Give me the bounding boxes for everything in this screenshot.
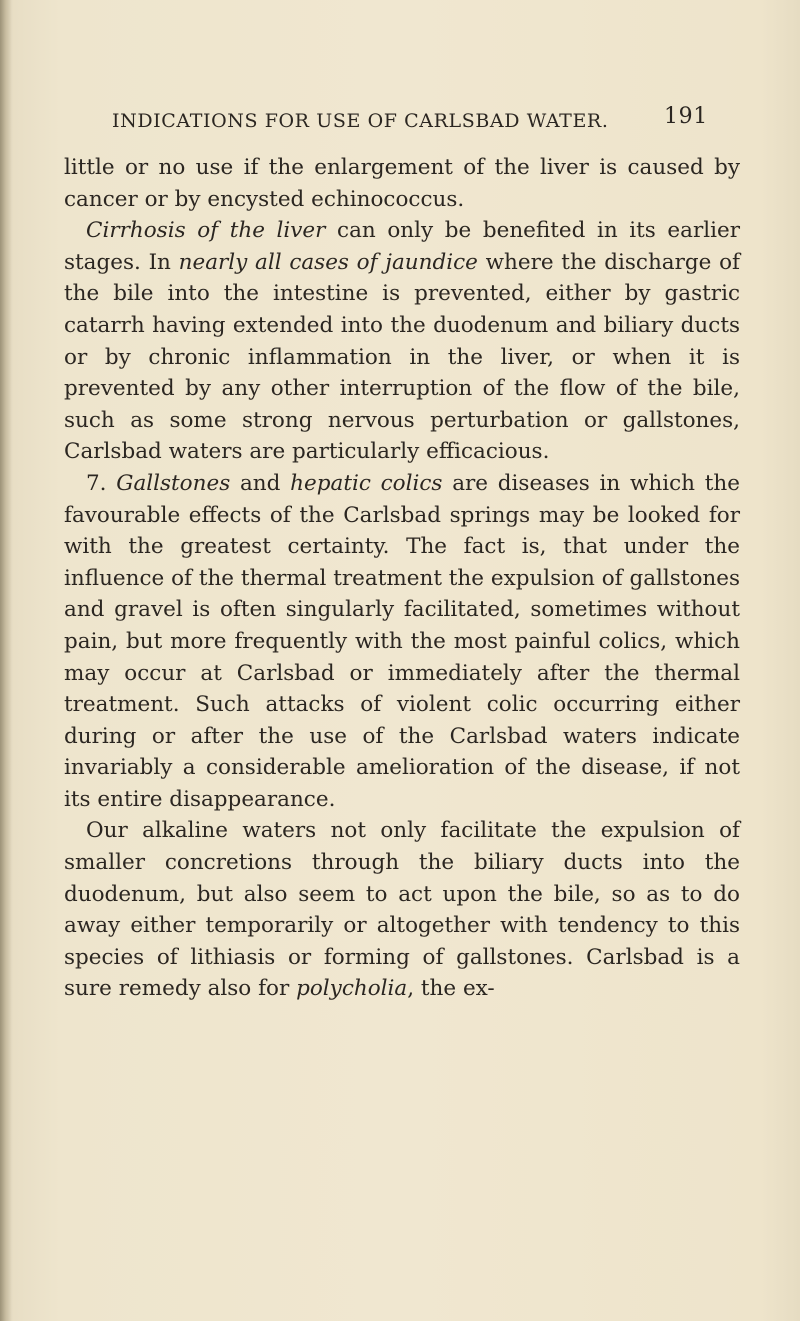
text-segment: are diseases in which the favourable effects of the Carlsbad springs may be looked for with the greatest certainty. The fact is, that under the influence of the thermal treatment the expulsion of gallstones and gravel is often singularly facilitated, sometimes without pain, but more frequently with the most painful colics, which may occur at Carlsbad or immediately after the thermal treatment. Such attacks of violent colic occurring either during or after the use of the Carlsbad waters indicate invariably a considerable amelioration of the disease, if not its entire disappearance.	[64, 470, 741, 812]
section-number: 7.	[86, 470, 117, 496]
running-head: INDICATIONS FOR USE OF CARLSBAD WATER.	[112, 110, 609, 132]
text-segment: , the ex-	[407, 976, 495, 1002]
text-segment: little or no use if the enlargement of the liver is caused by cancer or by encysted echinococcus.	[64, 155, 740, 212]
paragraph-cirrhosis	[64, 215, 740, 468]
text-segment: and	[230, 470, 291, 496]
italic-term-gallstones: Gallstones	[116, 470, 231, 496]
text-segment: Our alkaline waters not only facilitate the expulsion of smaller concretions through the biliary ducts into the duodenum, but also seem to act upon the bile, so as to do away either temporarily or altogether with tendency to this species of lithiasis or forming of gallstones. Carlsbad is a sure remedy also for	[64, 818, 740, 1002]
paragraph-gallstones	[64, 468, 740, 816]
text-segment: where the discharge of the bile into the intestine is prevented, either by gastric catarrh having extended into the duodenum and biliary ducts or by chronic inflammation in the liver, or when it is prevented by any other interruption of the flow of the bile, such as some strong nervous perturbation or gallstones, Carlsbad waters are particularly efficacious.	[64, 249, 740, 465]
paragraph-continuation	[64, 152, 740, 215]
body-text	[64, 152, 740, 1005]
binding-gutter-shadow	[0, 0, 12, 1321]
paragraph-alkaline-waters	[64, 815, 740, 1005]
italic-term-jaundice: nearly all cases of jaundice	[178, 249, 478, 275]
italic-term-cirrhosis: Cirrhosis of the liver	[86, 218, 326, 244]
italic-term-hepatic-colics: hepatic colics	[290, 470, 443, 496]
italic-term-polycholia: polycholia	[296, 976, 408, 1002]
text-segment: can only be benefited in its earlier stages. In	[64, 218, 741, 275]
page-number: 191	[664, 104, 708, 129]
page-header	[112, 104, 752, 134]
